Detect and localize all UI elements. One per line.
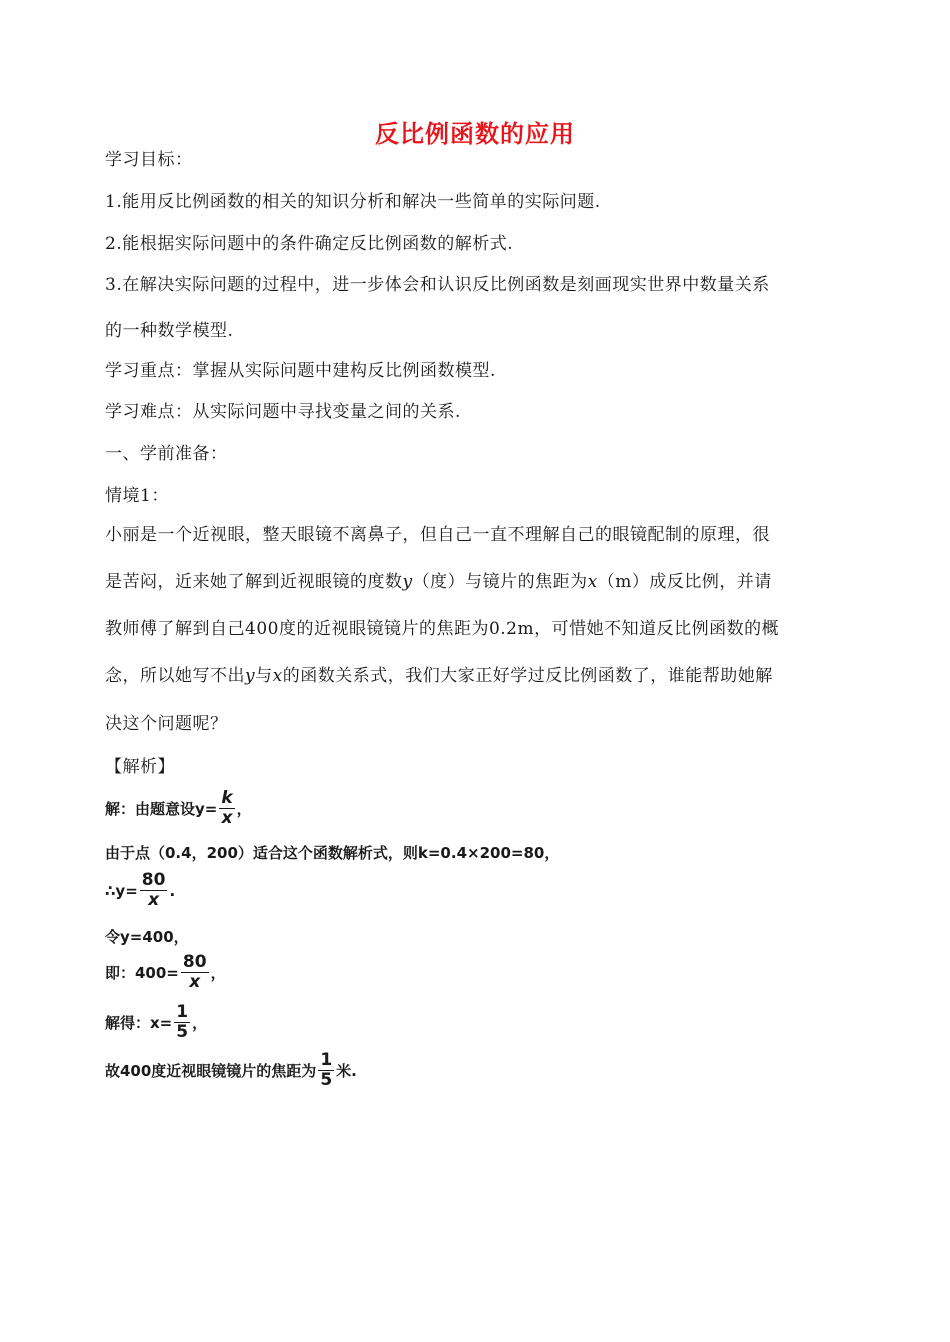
scenario-text: 与 (255, 666, 273, 686)
solution-text: 解：由题意设y= (105, 800, 218, 818)
solution-text: ， (192, 1014, 208, 1032)
solution-text: 故400度近视眼镜镜片的焦距为 (105, 1062, 317, 1080)
scenario-text: 是苦闷，近来她了解到近视眼镜的度数 (105, 572, 403, 592)
section-heading: 一、学前准备： (105, 444, 228, 464)
fraction-denominator: x (221, 808, 233, 828)
fraction-numerator: 1 (320, 1050, 333, 1070)
scenario-line-5: 决这个问题呢？ (105, 714, 228, 734)
difficulty: 学习难点：从实际问题中寻找变量之间的关系. (105, 402, 461, 422)
solution-text: 米. (336, 1062, 357, 1080)
fraction-k-over-x (219, 790, 234, 827)
fraction-denominator: x (148, 890, 160, 910)
fraction-denominator: 5 (176, 1022, 189, 1042)
scenario-text: （度）与镜片的焦距为 (412, 572, 588, 592)
analysis-label: 【解析】 (105, 757, 175, 777)
scenario-line-3: 教师傅了解到自己400度的近视眼镜镜片的焦距为0.2m，可惜她不知道反比例函数的概 (105, 619, 780, 639)
solution-step-4: 令y=400， (105, 928, 189, 946)
solution-text: ∴y= (105, 881, 138, 900)
scenario-label: 情境1： (105, 486, 169, 506)
document-title: 反比例函数的应用 (375, 120, 575, 148)
fraction-1-over-5 (318, 1052, 334, 1089)
objectives-heading: 学习目标： (105, 150, 193, 170)
variable-x: x (272, 666, 283, 686)
scenario-text: 的函数关系式，我们大家正好学过反比例函数了，谁能帮助她解 (282, 666, 773, 686)
fraction-80-over-x (181, 954, 209, 991)
solution-step-6 (105, 1004, 207, 1041)
objective-1: 1.能用反比例函数的相关的知识分析和解决一些简单的实际问题. (105, 192, 601, 212)
objective-3-continued: 的一种数学模型. (105, 321, 234, 341)
scenario-line-2 (105, 570, 772, 594)
fraction-numerator: k (221, 788, 233, 808)
variable-x: x (587, 572, 598, 592)
objective-2: 2.能根据实际问题中的条件确定反比例函数的解析式. (105, 234, 514, 254)
fraction-denominator: x (189, 972, 201, 992)
solution-step-7 (105, 1052, 357, 1089)
solution-step-2: 由于点（0.4，200）适合这个函数解析式，则k=0.4×200=80， (105, 844, 560, 862)
solution-step-5 (105, 954, 226, 991)
variable-y: y (245, 666, 256, 686)
solution-text: 解得：x= (105, 1014, 173, 1032)
variable-y: y (402, 572, 413, 592)
scenario-text: 念，所以她写不出 (105, 666, 245, 686)
solution-text: . (169, 881, 176, 900)
key-point: 学习重点：掌握从实际问题中建构反比例函数模型. (105, 361, 496, 381)
objective-3: 3.在解决实际问题的过程中，进一步体会和认识反比例函数是刻画现实世界中数量关系 (105, 275, 770, 295)
fraction-numerator: 80 (141, 870, 166, 890)
solution-text: 即：400= (105, 964, 179, 982)
solution-step-3 (105, 872, 175, 909)
scenario-line-1: 小丽是一个近视眼，整天眼镜不离鼻子，但自己一直不理解自己的眼镜配制的原理，很 (105, 525, 770, 545)
solution-step-1 (105, 790, 252, 827)
solution-text: ， (210, 964, 226, 982)
fraction-numerator: 1 (176, 1002, 189, 1022)
solution-text: ， (236, 800, 252, 818)
fraction-numerator: 80 (182, 952, 207, 972)
scenario-text: （m）成反比例，并请 (597, 572, 772, 592)
fraction-denominator: 5 (320, 1070, 333, 1090)
fraction-1-over-5 (174, 1004, 190, 1041)
scenario-line-4 (105, 664, 773, 688)
fraction-80-over-x (140, 872, 168, 909)
